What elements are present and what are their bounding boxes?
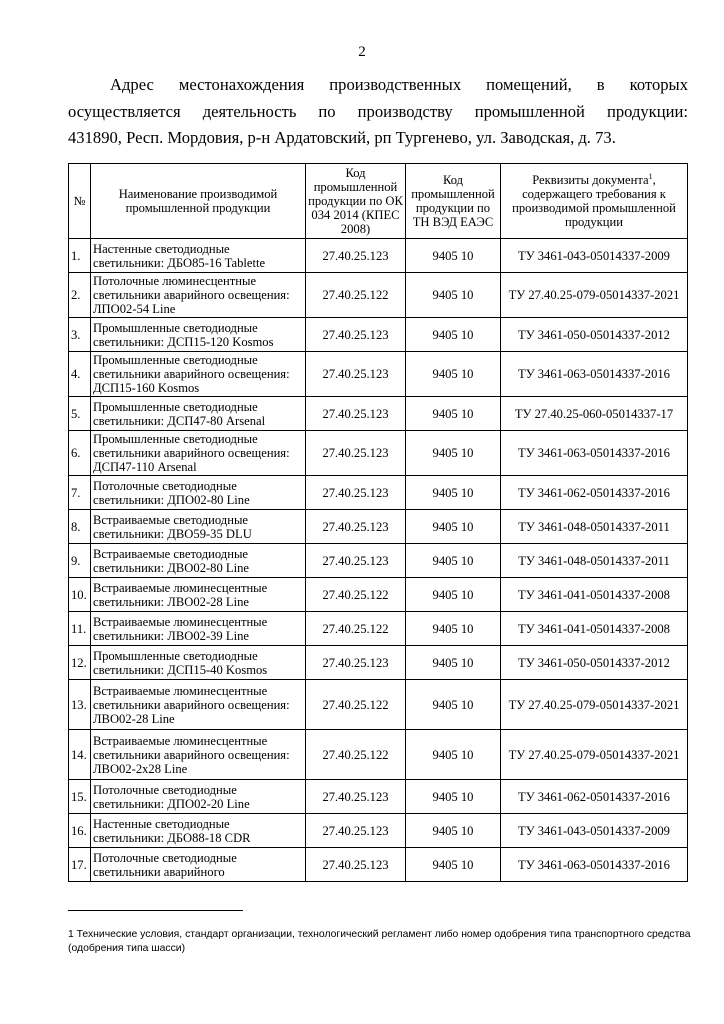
okpd-code: 27.40.25.122 <box>306 612 406 646</box>
table-row <box>69 510 688 544</box>
document-requisites: ТУ 3461-063-05014337-2016 <box>501 431 688 476</box>
address-line-1: Адрес местонахождения производственных помещений, в которых <box>110 75 688 94</box>
table-row <box>69 544 688 578</box>
okpd-code: 27.40.25.123 <box>306 544 406 578</box>
row-number: 10. <box>69 578 91 612</box>
ved-code: 9405 10 <box>406 730 501 780</box>
table-row <box>69 848 688 882</box>
ved-code: 9405 10 <box>406 612 501 646</box>
ved-code: 9405 10 <box>406 544 501 578</box>
product-name: Встраиваемые люминесцентные светильники аварийного освещения: ЛВО02-28 Line <box>91 680 306 730</box>
document-requisites: ТУ 3461-041-05014337-2008 <box>501 578 688 612</box>
ved-code: 9405 10 <box>406 848 501 882</box>
table-body <box>69 239 688 882</box>
product-name: Промышленные светодиодные светильники: ДСП15-40 Kosmos <box>91 646 306 680</box>
row-number: 3. <box>69 318 91 352</box>
table-row <box>69 780 688 814</box>
document-requisites: ТУ 27.40.25-079-05014337-2021 <box>501 273 688 318</box>
ved-code: 9405 10 <box>406 646 501 680</box>
okpd-code: 27.40.25.122 <box>306 680 406 730</box>
product-name: Промышленные светодиодные светильники аварийного освещения: ДСП15-160 Kosmos <box>91 352 306 397</box>
okpd-code: 27.40.25.123 <box>306 318 406 352</box>
product-name: Потолочные люминесцентные светильники аварийного освещения: ЛПО02-54 Line <box>91 273 306 318</box>
ved-code: 9405 10 <box>406 510 501 544</box>
table-row <box>69 730 688 780</box>
okpd-code: 27.40.25.122 <box>306 273 406 318</box>
document-requisites: ТУ 3461-050-05014337-2012 <box>501 318 688 352</box>
table-row <box>69 352 688 397</box>
table-row <box>69 814 688 848</box>
header-requisites-tail: , содержащего требования к производимой промышленной продукции <box>512 173 676 229</box>
product-name: Встраиваемые светодиодные светильники: ДВО59-35 DLU <box>91 510 306 544</box>
table-header-row <box>69 164 688 239</box>
row-number: 12. <box>69 646 91 680</box>
row-number: 11. <box>69 612 91 646</box>
document-requisites: ТУ 3461-062-05014337-2016 <box>501 476 688 510</box>
document-requisites: ТУ 3461-043-05014337-2009 <box>501 239 688 273</box>
product-name: Настенные светодиодные светильники: ДБО88-18 CDR <box>91 814 306 848</box>
row-number: 14. <box>69 730 91 780</box>
row-number: 17. <box>69 848 91 882</box>
ved-code: 9405 10 <box>406 476 501 510</box>
ved-code: 9405 10 <box>406 273 501 318</box>
ved-code: 9405 10 <box>406 239 501 273</box>
header-name: Наименование производимой промышленной продукции <box>91 164 306 239</box>
document-requisites: ТУ 3461-063-05014337-2016 <box>501 848 688 882</box>
ved-code: 9405 10 <box>406 352 501 397</box>
okpd-code: 27.40.25.123 <box>306 431 406 476</box>
document-requisites: ТУ 3461-048-05014337-2011 <box>501 544 688 578</box>
table-row <box>69 431 688 476</box>
header-ved: Код промышленной продукции по ТН ВЭД ЕАЭС <box>406 164 501 239</box>
products-table <box>68 163 688 882</box>
document-requisites: ТУ 3461-048-05014337-2011 <box>501 510 688 544</box>
table-row <box>69 397 688 431</box>
document-requisites: ТУ 3461-063-05014337-2016 <box>501 352 688 397</box>
footnote-separator <box>68 910 243 911</box>
page-number: 2 <box>358 44 366 60</box>
okpd-code: 27.40.25.123 <box>306 239 406 273</box>
table-row <box>69 646 688 680</box>
okpd-code: 27.40.25.123 <box>306 397 406 431</box>
row-number: 9. <box>69 544 91 578</box>
row-number: 7. <box>69 476 91 510</box>
ved-code: 9405 10 <box>406 780 501 814</box>
table-row <box>69 318 688 352</box>
document-requisites: ТУ 3461-041-05014337-2008 <box>501 612 688 646</box>
ved-code: 9405 10 <box>406 680 501 730</box>
header-requisites-label: Реквизиты документа <box>532 173 649 187</box>
document-requisites: ТУ 3461-043-05014337-2009 <box>501 814 688 848</box>
table-row <box>69 476 688 510</box>
ved-code: 9405 10 <box>406 814 501 848</box>
product-name: Промышленные светодиодные светильники аварийного освещения: ДСП47-110 Arsenal <box>91 431 306 476</box>
header-requisites <box>501 164 688 239</box>
table-row <box>69 578 688 612</box>
product-name: Промышленные светодиодные светильники: ДСП47-80 Arsenal <box>91 397 306 431</box>
product-name: Встраиваемые люминесцентные светильники аварийного освещения: ЛВО02-2х28 Line <box>91 730 306 780</box>
okpd-code: 27.40.25.123 <box>306 814 406 848</box>
row-number: 5. <box>69 397 91 431</box>
address-paragraph <box>68 72 688 152</box>
row-number: 8. <box>69 510 91 544</box>
header-num: № <box>69 164 91 239</box>
document-requisites: ТУ 3461-062-05014337-2016 <box>501 780 688 814</box>
ved-code: 9405 10 <box>406 318 501 352</box>
product-name: Встраиваемые светодиодные светильники: ДВО02-80 Line <box>91 544 306 578</box>
row-number: 4. <box>69 352 91 397</box>
okpd-code: 27.40.25.123 <box>306 510 406 544</box>
product-name: Потолочные светодиодные светильники аварийного <box>91 848 306 882</box>
document-requisites: ТУ 27.40.25-060-05014337-17 <box>501 397 688 431</box>
product-name: Потолочные светодиодные светильники: ДПО02-80 Line <box>91 476 306 510</box>
document-requisites: ТУ 3461-050-05014337-2012 <box>501 646 688 680</box>
product-name: Встраиваемые люминесцентные светильники: ЛВО02-39 Line <box>91 612 306 646</box>
row-number: 2. <box>69 273 91 318</box>
footnote-text: 1 Технические условия, стандарт организации, технологический регламент либо номер одобрения типа транспортного средства (одобрения типа шасси) <box>68 929 691 954</box>
ved-code: 9405 10 <box>406 578 501 612</box>
okpd-code: 27.40.25.123 <box>306 780 406 814</box>
address-line-2: осуществляется деятельность по производству промышленной продукции: <box>68 101 688 121</box>
okpd-code: 27.40.25.123 <box>306 848 406 882</box>
product-name: Настенные светодиодные светильники: ДБО85-16 Tablette <box>91 239 306 273</box>
footnote-ref: 1 <box>648 171 653 181</box>
product-name: Промышленные светодиодные светильники: ДСП15-120 Kosmos <box>91 318 306 352</box>
row-number: 6. <box>69 431 91 476</box>
okpd-code: 27.40.25.122 <box>306 730 406 780</box>
okpd-code: 27.40.25.123 <box>306 476 406 510</box>
document-requisites: ТУ 27.40.25-079-05014337-2021 <box>501 680 688 730</box>
ved-code: 9405 10 <box>406 431 501 476</box>
product-name: Встраиваемые люминесцентные светильники: ЛВО02-28 Line <box>91 578 306 612</box>
okpd-code: 27.40.25.123 <box>306 646 406 680</box>
table-row <box>69 680 688 730</box>
table-row <box>69 273 688 318</box>
row-number: 1. <box>69 239 91 273</box>
header-okpd: Код промышленной продукции по ОК 034 2014 (КПЕС 2008) <box>306 164 406 239</box>
row-number: 16. <box>69 814 91 848</box>
address-line-3: 431890, Респ. Мордовия, р-н Ардатовский, рп Тургенево, ул. Заводская, д. 73. <box>68 128 616 147</box>
ved-code: 9405 10 <box>406 397 501 431</box>
row-number: 13. <box>69 680 91 730</box>
table-row <box>69 239 688 273</box>
table-row <box>69 612 688 646</box>
document-requisites: ТУ 27.40.25-079-05014337-2021 <box>501 730 688 780</box>
okpd-code: 27.40.25.122 <box>306 578 406 612</box>
okpd-code: 27.40.25.123 <box>306 352 406 397</box>
row-number: 15. <box>69 780 91 814</box>
product-name: Потолочные светодиодные светильники: ДПО02-20 Line <box>91 780 306 814</box>
